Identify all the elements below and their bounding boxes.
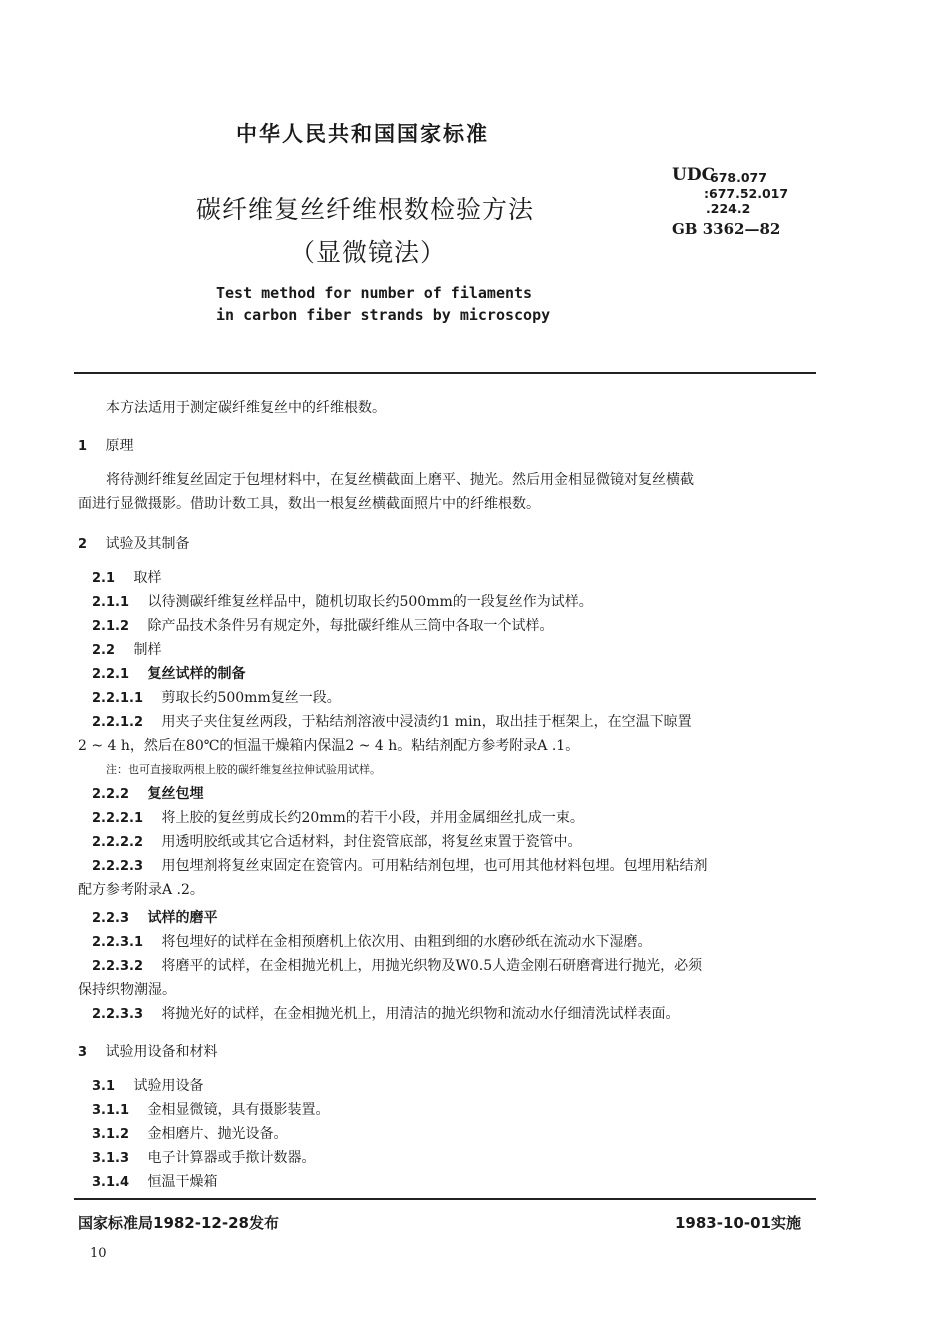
section-title: 原理 xyxy=(105,438,134,454)
clause-text: 用夹子夹住复丝两段，于粘结剂溶液中浸渍约1 min，取出挂于框架上，在空温下晾置 xyxy=(161,714,692,730)
page-number: 10 xyxy=(90,1246,107,1261)
clause-2-2-3-1 xyxy=(92,932,651,953)
clause-number: 2.2.2 xyxy=(92,787,130,802)
clause-text: 用包埋剂将复丝束固定在瓷管内。可用粘结剂包埋，也可用其他材料包埋。包埋用粘结剂 xyxy=(161,858,708,874)
document-title-zh: 碳纤维复丝纤维根数检验方法 xyxy=(196,195,535,224)
clause-2-2-3-heading xyxy=(92,908,217,929)
clause-text: 金相磨片、抛光设备。 xyxy=(147,1126,288,1142)
clause-text: 用透明胶纸或其它合适材料，封住瓷管底部，将复丝束置于瓷管中。 xyxy=(161,834,582,850)
document-subtitle-zh: （显微镜法） xyxy=(290,238,447,267)
effective-date: 1983-10-01实施 xyxy=(675,1214,801,1232)
clause-title: 复丝包埋 xyxy=(147,786,204,802)
clause-number: 2.2.3 xyxy=(92,911,130,926)
standard-org-heading: 中华人民共和国国家标准 xyxy=(236,122,489,146)
udc-label: UDC xyxy=(672,165,716,185)
header-divider xyxy=(74,372,816,374)
udc-code-1: 678.077 xyxy=(710,170,767,185)
clause-2-2-3-2-cont: 保持织物潮湿。 xyxy=(78,982,176,998)
clause-3-1-4 xyxy=(92,1172,217,1193)
clause-number: 2.2.1.1 xyxy=(92,691,143,706)
clause-text: 将上胶的复丝剪成长约20mm的若干小段，并用金属细丝扎成一束。 xyxy=(161,810,584,826)
issued-date: 国家标准局1982-12-28发布 xyxy=(78,1214,279,1232)
clause-text: 以待测碳纤维复丝样品中，随机切取长约500mm的一段复丝作为试样。 xyxy=(147,594,593,610)
clause-number: 2.1 xyxy=(92,571,116,586)
clause-text: 恒温干燥箱 xyxy=(147,1174,218,1190)
clause-2-2-3-2 xyxy=(92,956,702,977)
section-1-para-line2: 面进行显微摄影。借助计数工具，数出一根复丝横截面照片中的纤维根数。 xyxy=(78,496,540,512)
clause-number: 2.2.3.3 xyxy=(92,1007,143,1022)
clause-number: 2.2.2.2 xyxy=(92,835,143,850)
clause-title: 制样 xyxy=(133,642,162,658)
clause-2-2-heading xyxy=(92,640,161,661)
section-number: 1 xyxy=(78,439,88,454)
section-number: 2 xyxy=(78,537,88,552)
clause-2-2-1-1 xyxy=(92,688,341,709)
clause-2-2-2-heading xyxy=(92,784,203,805)
clause-2-2-2-2 xyxy=(92,832,581,853)
clause-title: 复丝试样的制备 xyxy=(147,666,246,682)
document-title-en-line1: Test method for number of filaments xyxy=(216,284,533,302)
clause-title: 取样 xyxy=(133,570,162,586)
clause-2-1-1 xyxy=(92,592,593,613)
clause-3-1-heading xyxy=(92,1076,203,1097)
clause-2-1-2 xyxy=(92,616,553,637)
clause-2-2-2-3-cont: 配方参考附录A .2。 xyxy=(78,882,204,898)
gb-code: GB 3362—82 xyxy=(672,220,781,238)
section-1-heading xyxy=(78,436,134,457)
footer-divider xyxy=(74,1198,816,1200)
intro-paragraph: 本方法适用于测定碳纤维复丝中的纤维根数。 xyxy=(106,400,386,416)
clause-number: 3.1 xyxy=(92,1079,116,1094)
clause-number: 3.1.1 xyxy=(92,1103,130,1118)
clause-number: 2.2.3.2 xyxy=(92,959,143,974)
clause-3-1-1 xyxy=(92,1100,329,1121)
clause-number: 2.1.2 xyxy=(92,619,130,634)
clause-3-1-3 xyxy=(92,1148,315,1169)
clause-number: 2.1.1 xyxy=(92,595,130,610)
udc-code-2: :677.52.017 xyxy=(704,186,789,201)
clause-number: 2.2.1 xyxy=(92,667,130,682)
section-3-heading xyxy=(78,1042,218,1063)
clause-2-2-2-3 xyxy=(92,856,707,877)
clause-number: 2.2.1.2 xyxy=(92,715,143,730)
clause-text: 电子计算器或手揿计数器。 xyxy=(147,1150,316,1166)
clause-3-1-2 xyxy=(92,1124,287,1145)
clause-number: 3.1.2 xyxy=(92,1127,130,1142)
clause-text: 剪取长约500mm复丝一段。 xyxy=(161,690,341,706)
clause-text: 金相显微镜，具有摄影装置。 xyxy=(147,1102,330,1118)
note-text: 注：也可直接取两根上胶的碳纤维复丝拉伸试验用试样。 xyxy=(106,763,381,776)
clause-number: 2.2.2.3 xyxy=(92,859,143,874)
clause-2-2-1-2-cont: 2 ~ 4 h，然后在80℃的恒温干燥箱内保温2 ~ 4 h。粘结剂配方参考附录A .1。 xyxy=(78,738,580,754)
clause-number: 3.1.4 xyxy=(92,1175,130,1190)
section-title: 试验及其制备 xyxy=(105,536,190,552)
clause-2-2-3-3 xyxy=(92,1004,679,1025)
clause-text: 将包埋好的试样在金相预磨机上依次用、由粗到细的水磨砂纸在流动水下湿磨。 xyxy=(161,934,652,950)
clause-2-2-2-1 xyxy=(92,808,584,829)
clause-text: 除产品技术条件另有规定外，每批碳纤维从三筒中各取一个试样。 xyxy=(147,618,554,634)
section-2-heading xyxy=(78,534,190,555)
document-title-en-line2: in carbon fiber strands by microscopy xyxy=(216,306,551,324)
udc-code-3: .224.2 xyxy=(706,201,751,216)
clause-number: 2.2.3.1 xyxy=(92,935,143,950)
clause-2-2-1-heading xyxy=(92,664,245,685)
clause-2-2-1-2 xyxy=(92,712,692,733)
clause-text: 将抛光好的试样，在金相抛光机上，用清洁的抛光织物和流动水仔细清洗试样表面。 xyxy=(161,1006,680,1022)
section-title: 试验用设备和材料 xyxy=(105,1044,218,1060)
clause-number: 2.2 xyxy=(92,643,116,658)
clause-title: 试样的磨平 xyxy=(147,910,218,926)
clause-title: 试验用设备 xyxy=(133,1078,204,1094)
clause-text: 将磨平的试样，在金相抛光机上，用抛光织物及W0.5人造金刚石研磨膏进行抛光，必须 xyxy=(161,958,703,974)
clause-2-1-heading xyxy=(92,568,161,589)
clause-number: 3.1.3 xyxy=(92,1151,130,1166)
clause-number: 2.2.2.1 xyxy=(92,811,143,826)
section-number: 3 xyxy=(78,1045,88,1060)
section-1-para-line1: 将待测纤维复丝固定于包埋材料中，在复丝横截面上磨平、抛光。然后用金相显微镜对复丝横截 xyxy=(106,472,694,488)
